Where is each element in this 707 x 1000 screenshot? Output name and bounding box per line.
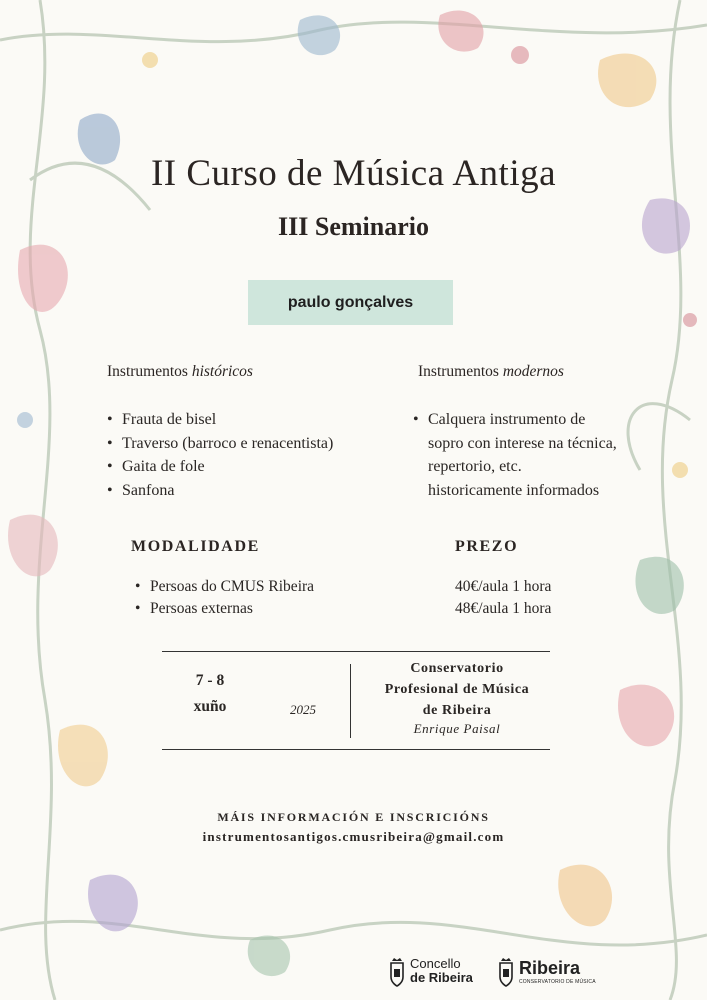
venue-line: Profesional de Música: [384, 682, 530, 697]
seminar-subtitle: III Seminario: [278, 212, 429, 241]
venue-line: Conservatorio: [410, 661, 504, 676]
event-venue: [362, 658, 552, 737]
venue-line: de Ribeira: [422, 703, 492, 718]
modern-heading-emphasis: modernos: [502, 363, 564, 380]
prezo-heading: PREZO: [455, 538, 519, 555]
price-item: 40€/aula 1 hora: [455, 578, 552, 595]
event-date: [180, 668, 240, 720]
teacher-name-box: [248, 280, 453, 325]
divider-bottom: [162, 749, 550, 750]
historical-heading-prefix: Instrumentos: [107, 363, 192, 380]
divider-vertical: [350, 664, 351, 738]
event-year: 2025: [290, 702, 316, 717]
modalidade-list: [135, 576, 395, 619]
event-month: xuño: [193, 698, 227, 715]
historical-heading-emphasis: históricos: [191, 363, 253, 380]
list-item: • Calquera instrumento de sopro con interese na técnica, repertorio, etc. historicamente informados: [413, 408, 618, 502]
course-title: II Curso de Música Antiga: [150, 153, 557, 194]
info-email[interactable]: instrumentosantigos.cmusribeira@gmail.com: [202, 829, 505, 844]
list-item: • Persoas do CMUS Ribeira: [135, 576, 395, 598]
teacher-name: paulo gonçalves: [287, 293, 414, 311]
info-title: MÁIS INFORMACIÓN E INSCRICIÓNS: [217, 810, 490, 824]
historical-list: [107, 408, 387, 502]
modalidade-heading: MODALIDADE: [131, 538, 260, 555]
concello-shield-icon: [388, 957, 406, 987]
modern-heading: [418, 363, 564, 381]
modern-list: [413, 408, 618, 502]
list-item: • Traverso (barroco e renacentista): [107, 432, 387, 456]
venue-sub: Enrique Paisal: [413, 721, 501, 736]
conservatorio-name: Ribeira: [519, 958, 581, 978]
conservatorio-tag: CONSERVATORIO DE MÚSICA: [519, 979, 596, 985]
historical-heading: [107, 363, 253, 381]
concello-line1: Concello: [410, 956, 461, 971]
event-days: 7 - 8: [195, 672, 225, 689]
price-item: 48€/aula 1 hora: [455, 599, 552, 617]
list-item: • Frauta de bisel: [107, 408, 387, 432]
list-item: • Gaita de fole: [107, 455, 387, 479]
list-item: • Persoas externas: [135, 598, 395, 620]
conservatorio-logo: [497, 955, 597, 991]
concello-logo: [388, 955, 483, 991]
divider-top: [162, 651, 550, 652]
modern-heading-prefix: Instrumentos: [418, 363, 503, 380]
prezo-list: [455, 576, 551, 619]
conservatorio-shield-icon: [497, 957, 515, 987]
list-item: • Sanfona: [107, 479, 387, 503]
concello-line2: de Ribeira: [410, 970, 473, 985]
